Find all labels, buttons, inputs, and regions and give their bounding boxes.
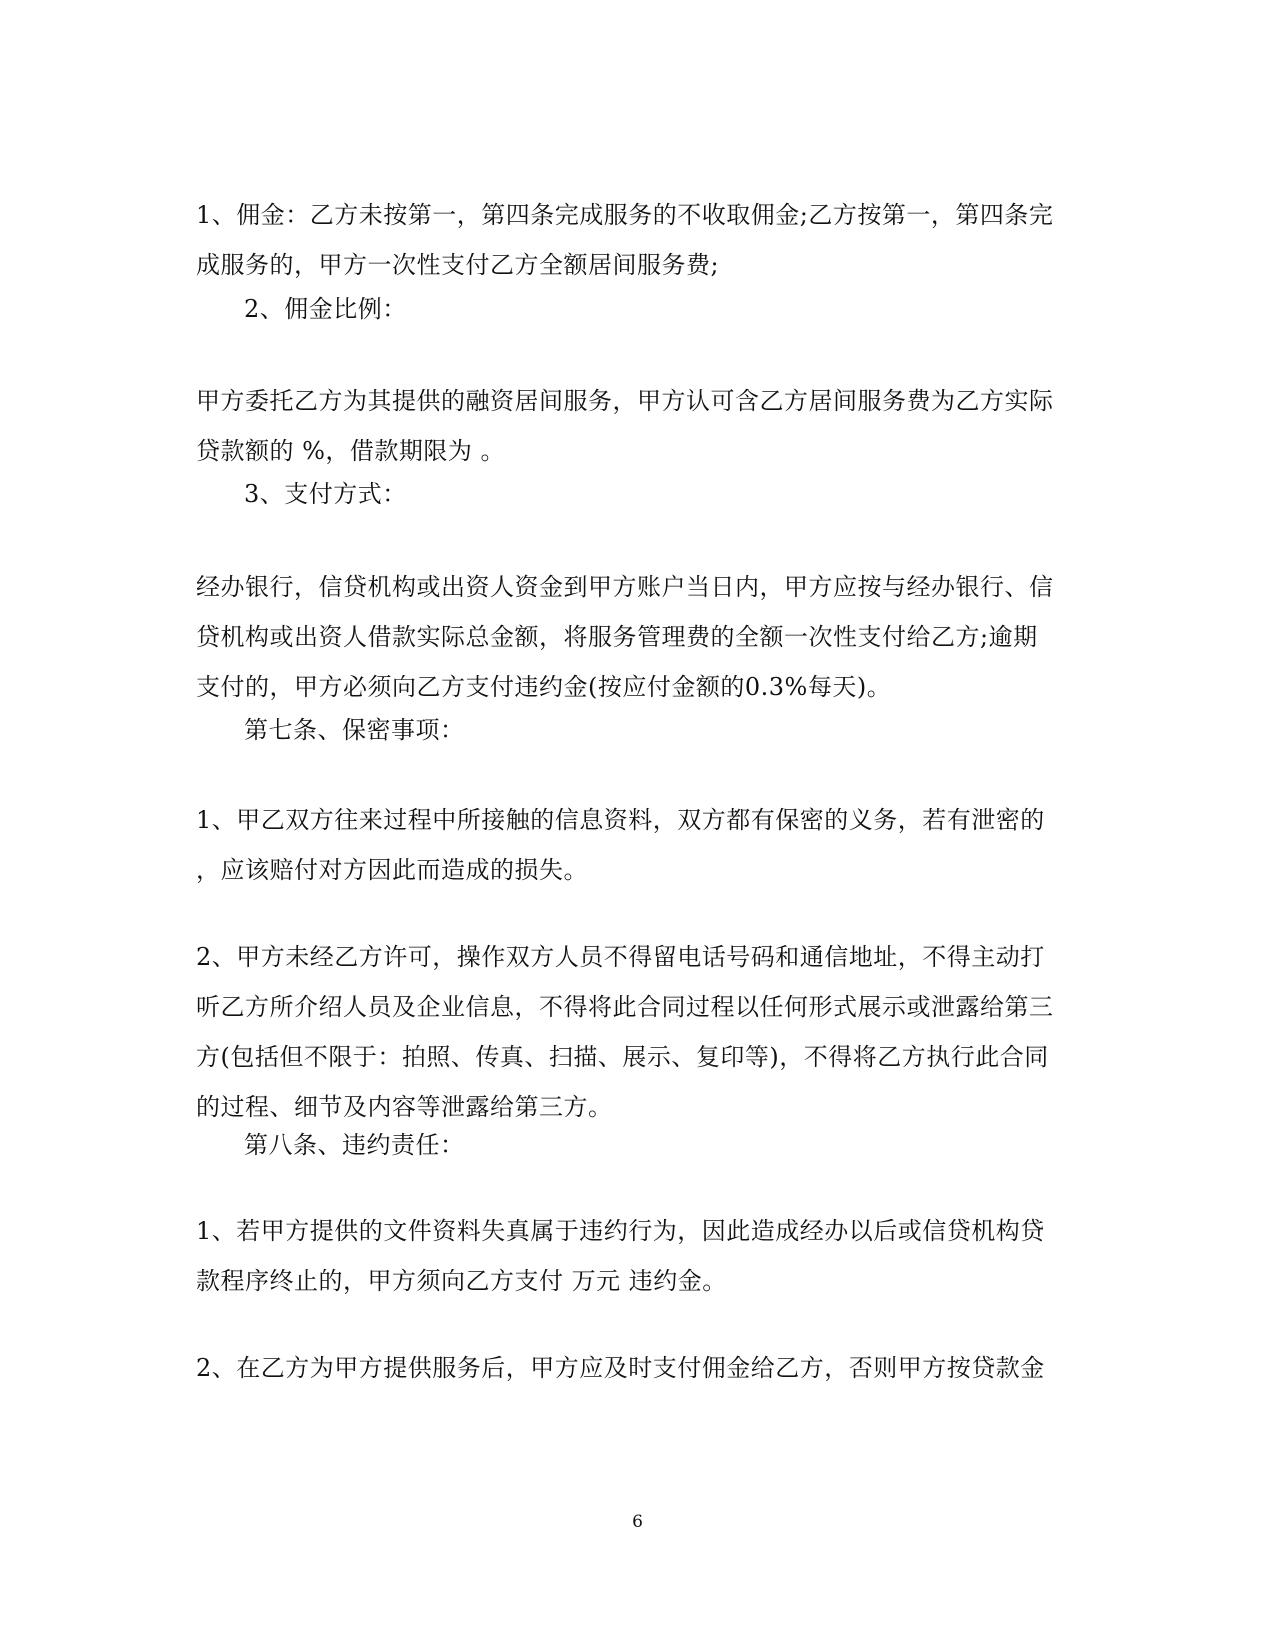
paragraph-confidentiality-2 (196, 932, 1076, 1132)
text-line: 贷款额的 %，借款期限为 。 (196, 437, 506, 465)
text-line: 1、若甲方提供的文件资料失真属于违约行为，因此造成经办以后或信贷机构贷 (196, 1217, 1045, 1245)
paragraph-liability-2 (196, 1343, 1076, 1393)
text-line: 2、在乙方为甲方提供服务后，甲方应及时支付佣金给乙方，否则甲方按贷款金 (196, 1354, 1045, 1382)
heading-payment-method (244, 469, 1124, 519)
text-line: 1、甲乙双方往来过程中所接触的信息资料，双方都有保密的义务，若有泄密的 (196, 806, 1045, 834)
text-line: 方(包括但不限于：拍照、传真、扫描、展示、复印等)，不得将乙方执行此合同 (196, 1043, 1049, 1071)
paragraph-commission (196, 190, 1076, 290)
text-line: 3、支付方式： (244, 480, 407, 508)
text-line: 经办银行，信贷机构或出资人资金到甲方账户当日内，甲方应按与经办银行、信 (196, 573, 1054, 601)
text-line: 贷机构或出资人借款实际总金额，将服务管理费的全额一次性支付给乙方;逾期 (196, 623, 1038, 651)
paragraph-payment-method (196, 562, 1076, 712)
heading-article-8 (244, 1120, 1124, 1170)
paragraph-liability-1 (196, 1206, 1076, 1306)
text-line: 2、甲方未经乙方许可，操作双方人员不得留电话号码和通信地址，不得主动打 (196, 943, 1045, 971)
heading-commission-ratio (244, 284, 1124, 334)
heading-article-7 (244, 705, 1124, 755)
text-line: ，应该赔付对方因此而造成的损失。 (196, 856, 588, 884)
paragraph-commission-ratio (196, 376, 1076, 476)
text-line: 的过程、细节及内容等泄露给第三方。 (196, 1093, 613, 1121)
text-line: 听乙方所介绍人员及企业信息，不得将此合同过程以任何形式展示或泄露给第三 (196, 993, 1054, 1021)
text-line: 1、佣金：乙方未按第一，第四条完成服务的不收取佣金;乙方按第一，第四条完 (196, 201, 1054, 229)
text-line: 成服务的，甲方一次性支付乙方全额居间服务费; (196, 251, 720, 279)
text-line: 第七条、保密事项： (244, 716, 465, 744)
paragraph-confidentiality-1 (196, 795, 1076, 895)
text-line: 款程序终止的，甲方须向乙方支付 万元 违约金。 (196, 1267, 727, 1295)
text-line: 2、佣金比例： (244, 295, 407, 323)
text-line: 第八条、违约责任： (244, 1131, 465, 1159)
text-line: 支付的，甲方必须向乙方支付违约金(按应付金额的0.3%每天)。 (196, 673, 892, 701)
text-line: 甲方委托乙方为其提供的融资居间服务，甲方认可含乙方居间服务费为乙方实际 (196, 387, 1054, 415)
page-number: 6 (632, 1512, 643, 1532)
